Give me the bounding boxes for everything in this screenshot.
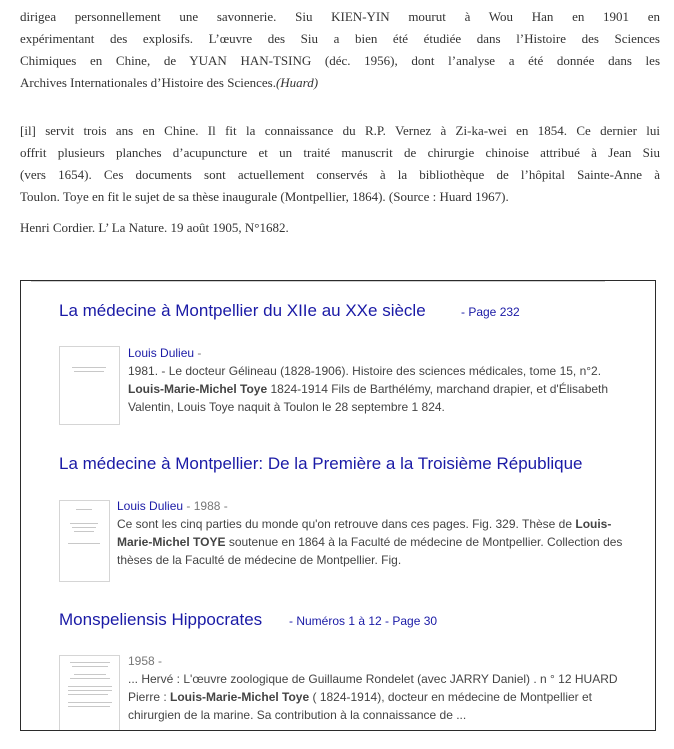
- snippet-line: [128, 688, 618, 706]
- highlighted-term: Louis-: [575, 517, 612, 531]
- book-cover-thumbnail[interactable]: [59, 655, 120, 731]
- text-line: (vers 1654). Ces documents sont actuellement conservés à la bibliothèque de l’hôpital Sainte-Anne à: [20, 167, 660, 182]
- result-meta: [128, 344, 201, 362]
- separator: -: [194, 346, 202, 360]
- text-line: expérimentant des explosifs. L’œuvre des Siu a bien été étudiée dans l’Histoire des Sciences: [20, 31, 660, 46]
- result-title-link[interactable]: La médecine à Montpellier: De la Première a la Troisième République: [59, 454, 583, 473]
- snippet-text: Valentin, Louis Toye naquit à Toulon le 28 septembre 1 824.: [128, 400, 445, 414]
- snippet-line: [128, 706, 618, 724]
- result-title-link[interactable]: La médecine à Montpellier du XIIe au XXe siècle: [59, 301, 426, 320]
- snippet-line: [117, 515, 622, 533]
- snippet-text: ( 1824-1914), docteur en médecine de Montpellier et: [309, 690, 592, 704]
- publication-year: 1958 -: [128, 654, 163, 668]
- result-snippet: [128, 362, 608, 416]
- snippet-text: 1824-1914 Fils de Barthélémy, marchand drapier, et d'Élisabeth: [267, 382, 609, 396]
- snippet-text: chirurgien de la marine. Sa contribution à la connaissance de ...: [128, 708, 467, 722]
- snippet-text: thèses de la Faculté de médecine de Montpellier. Fig.: [117, 553, 402, 567]
- snippet-line: [128, 398, 608, 416]
- result-page-link[interactable]: - Page 232: [461, 305, 520, 319]
- snippet-line: [128, 670, 618, 688]
- snippet-line: [117, 533, 622, 551]
- result-page-link[interactable]: - Numéros 1 à 12 - Page 30: [289, 614, 438, 628]
- text-line: Toulon. Toye en fit le sujet de sa thèse inaugurale (Montpellier, 1864). (Source : Huard 1967).: [20, 189, 509, 204]
- highlighted-term: Marie-Michel TOYE: [117, 535, 226, 549]
- divider: [31, 281, 605, 282]
- highlighted-term: Louis-Marie-Michel Toye: [170, 690, 310, 704]
- result-snippet: [128, 670, 618, 724]
- snippet-text: 1981. - Le docteur Gélineau (1828-1906). Histoire des sciences médicales, tome 15, n°2.: [128, 364, 602, 378]
- snippet-text: Ce sont les cinq parties du monde qu'on retrouve dans ces pages. Fig. 329. Thèse de: [117, 517, 576, 531]
- result-title-link[interactable]: Monspeliensis Hippocrates: [59, 610, 263, 629]
- result-snippet: [117, 515, 622, 569]
- text-line: [il] servit trois ans en Chine. Il fit la connaissance du R.P. Vernez à Zi-ka-wei en 1854. Ce dernier lui: [20, 123, 660, 138]
- book-cover-thumbnail[interactable]: [59, 346, 120, 425]
- text-fragment: Archives Internationales d’Histoire des Sciences.: [20, 75, 276, 90]
- text-line: [20, 72, 660, 94]
- snippet-text: ... Hervé : L'œuvre zoologique de Guillaume Rondelet (avec JARRY Daniel) . n ° 12 HUARD: [128, 672, 618, 686]
- text-line: offrit plusieurs planches d’acupuncture et un traité manuscrit de chirurgie chinoise attribué à Jean Siu: [20, 145, 660, 160]
- highlighted-term: Louis-Marie-Michel Toye: [128, 382, 268, 396]
- source-citation: (Huard): [275, 75, 319, 90]
- article-paragraph-3: Henri Cordier. L’ La Nature. 19 août 1905, N°1682.: [20, 220, 289, 235]
- snippet-text: soutenue en 1864 à la Faculté de médecine de Montpellier. Collection des: [225, 535, 623, 549]
- text-line: dirigea personnellement une savonnerie. Siu KIEN-YIN mourut à Wou Han en 1901 en: [20, 9, 660, 24]
- snippet-line: [117, 551, 622, 569]
- article-paragraph-1: [20, 6, 660, 94]
- result-meta: [117, 497, 228, 515]
- author-link[interactable]: Louis Dulieu: [117, 499, 184, 513]
- book-cover-thumbnail[interactable]: [59, 500, 110, 582]
- snippet-line: [128, 362, 608, 380]
- result-meta: [128, 652, 162, 670]
- separator: -: [183, 499, 194, 513]
- text-line: Chimiques en Chine, de YUAN HAN-TSING (déc. 1956), dont l’analyse a été donnée dans les: [20, 53, 660, 68]
- book-results-panel: [20, 280, 656, 731]
- article-paragraph-2: [20, 120, 660, 208]
- snippet-line: [128, 380, 608, 398]
- publication-year: 1988 -: [193, 499, 228, 513]
- snippet-text: Pierre :: [128, 690, 171, 704]
- author-link[interactable]: Louis Dulieu: [128, 346, 195, 360]
